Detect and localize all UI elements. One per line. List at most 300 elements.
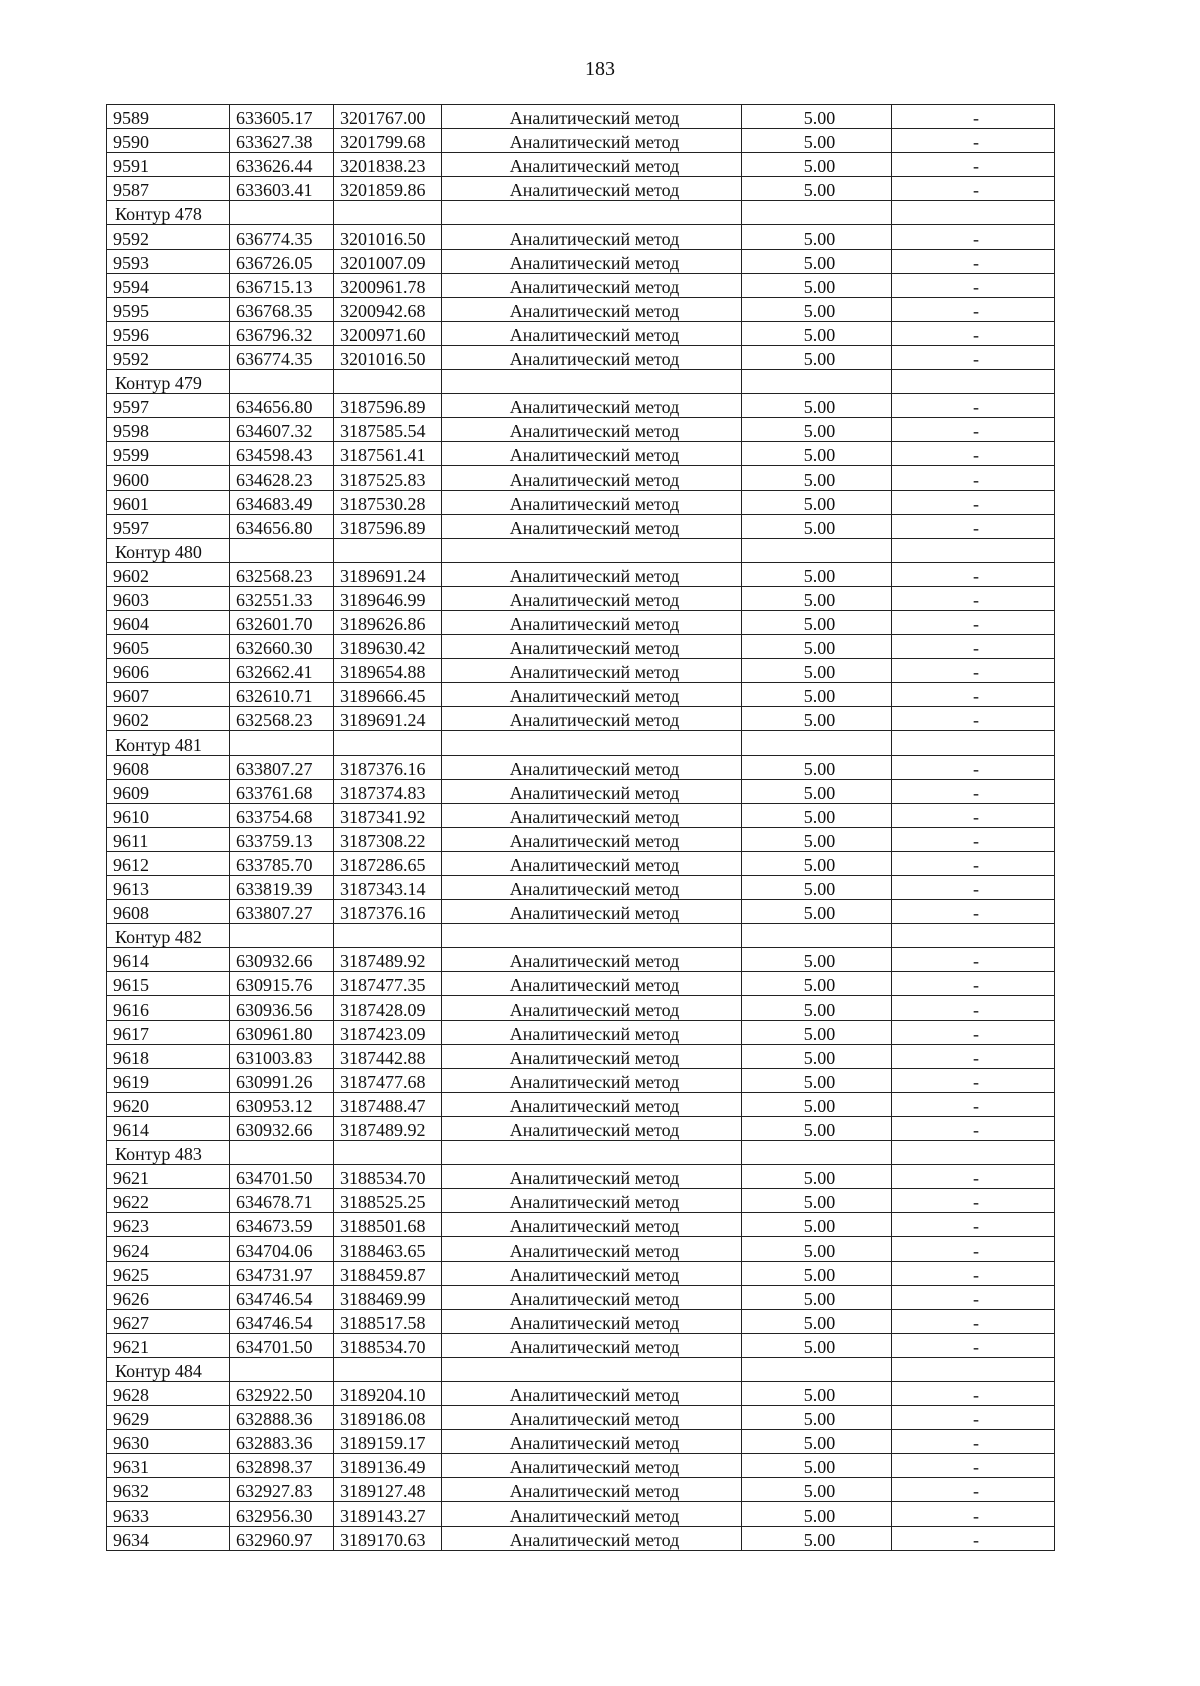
accuracy: 5.00: [742, 1478, 892, 1502]
table-row: [107, 610, 1055, 634]
point-number: 9595: [107, 297, 230, 321]
accuracy: 5.00: [742, 1285, 892, 1309]
point-number: 9617: [107, 1020, 230, 1044]
accuracy: 5.00: [742, 466, 892, 490]
accuracy: 5.00: [742, 249, 892, 273]
table-row: [107, 1430, 1055, 1454]
accuracy: 5.00: [742, 779, 892, 803]
table-row: [107, 1116, 1055, 1140]
contour-label: Контур 481: [107, 731, 230, 755]
coord-x: 634656.80: [230, 394, 334, 418]
method: Аналитический метод: [442, 1381, 742, 1405]
point-number: 9630: [107, 1430, 230, 1454]
empty-cell: [334, 924, 442, 948]
description: -: [892, 755, 1055, 779]
method: Аналитический метод: [442, 1478, 742, 1502]
description: -: [892, 562, 1055, 586]
accuracy: 5.00: [742, 345, 892, 369]
coord-x: 634701.50: [230, 1333, 334, 1357]
description: -: [892, 249, 1055, 273]
accuracy: 5.00: [742, 948, 892, 972]
empty-cell: [742, 538, 892, 562]
coord-x: 634704.06: [230, 1237, 334, 1261]
method: Аналитический метод: [442, 1237, 742, 1261]
point-number: 9597: [107, 394, 230, 418]
table-row: [107, 1020, 1055, 1044]
method: Аналитический метод: [442, 129, 742, 153]
coord-y: 3201767.00: [334, 105, 442, 129]
coord-y: 3201838.23: [334, 153, 442, 177]
coord-y: 3200971.60: [334, 321, 442, 345]
table-row: [107, 659, 1055, 683]
method: Аналитический метод: [442, 1213, 742, 1237]
empty-cell: [742, 924, 892, 948]
method: Аналитический метод: [442, 610, 742, 634]
coord-y: 3188534.70: [334, 1333, 442, 1357]
point-number: 9614: [107, 948, 230, 972]
table-row: [107, 1165, 1055, 1189]
description: -: [892, 1309, 1055, 1333]
empty-cell: [742, 370, 892, 394]
coord-y: 3187308.22: [334, 827, 442, 851]
coord-x: 632922.50: [230, 1381, 334, 1405]
table-row: [107, 1068, 1055, 1092]
contour-label: Контур 479: [107, 370, 230, 394]
point-number: 9616: [107, 996, 230, 1020]
table-row: [107, 876, 1055, 900]
accuracy: 5.00: [742, 1261, 892, 1285]
accuracy: 5.00: [742, 273, 892, 297]
coord-x: 633627.38: [230, 129, 334, 153]
accuracy: 5.00: [742, 418, 892, 442]
empty-cell: [442, 731, 742, 755]
description: -: [892, 1237, 1055, 1261]
accuracy: 5.00: [742, 514, 892, 538]
description: -: [892, 321, 1055, 345]
coord-y: 3200942.68: [334, 297, 442, 321]
coord-y: 3187423.09: [334, 1020, 442, 1044]
point-number: 9590: [107, 129, 230, 153]
method: Аналитический метод: [442, 1092, 742, 1116]
empty-cell: [334, 1357, 442, 1381]
table-row: [107, 1213, 1055, 1237]
table-row: [107, 635, 1055, 659]
empty-cell: [334, 731, 442, 755]
accuracy: 5.00: [742, 1309, 892, 1333]
coord-y: 3187477.35: [334, 972, 442, 996]
point-number: 9600: [107, 466, 230, 490]
table-row: [107, 442, 1055, 466]
description: -: [892, 1044, 1055, 1068]
point-number: 9628: [107, 1381, 230, 1405]
coord-y: 3189186.08: [334, 1406, 442, 1430]
coord-x: 634701.50: [230, 1165, 334, 1189]
accuracy: 5.00: [742, 1068, 892, 1092]
coord-y: 3201859.86: [334, 177, 442, 201]
coord-x: 634673.59: [230, 1213, 334, 1237]
description: -: [892, 442, 1055, 466]
coord-x: 632601.70: [230, 610, 334, 634]
empty-cell: [230, 1141, 334, 1165]
coord-y: 3188501.68: [334, 1213, 442, 1237]
accuracy: 5.00: [742, 683, 892, 707]
point-number: 9614: [107, 1116, 230, 1140]
description: -: [892, 1430, 1055, 1454]
contour-header-row: [107, 201, 1055, 225]
method: Аналитический метод: [442, 1044, 742, 1068]
description: -: [892, 779, 1055, 803]
coord-x: 632551.33: [230, 586, 334, 610]
coord-x: 636715.13: [230, 273, 334, 297]
method: Аналитический метод: [442, 1068, 742, 1092]
coord-y: 3189170.63: [334, 1526, 442, 1550]
accuracy: 5.00: [742, 490, 892, 514]
coord-y: 3200961.78: [334, 273, 442, 297]
empty-cell: [892, 370, 1055, 394]
coord-y: 3188459.87: [334, 1261, 442, 1285]
contour-label: Контур 478: [107, 201, 230, 225]
empty-cell: [892, 201, 1055, 225]
empty-cell: [230, 1357, 334, 1381]
point-number: 9603: [107, 586, 230, 610]
coord-x: 636726.05: [230, 249, 334, 273]
empty-cell: [334, 1141, 442, 1165]
coord-y: 3189654.88: [334, 659, 442, 683]
point-number: 9602: [107, 707, 230, 731]
coordinates-table: [106, 104, 1055, 1551]
point-number: 9597: [107, 514, 230, 538]
method: Аналитический метод: [442, 1285, 742, 1309]
table-row: [107, 273, 1055, 297]
point-number: 9598: [107, 418, 230, 442]
description: -: [892, 105, 1055, 129]
coord-y: 3187561.41: [334, 442, 442, 466]
accuracy: 5.00: [742, 707, 892, 731]
coord-y: 3188469.99: [334, 1285, 442, 1309]
method: Аналитический метод: [442, 1430, 742, 1454]
method: Аналитический метод: [442, 586, 742, 610]
coord-y: 3187477.68: [334, 1068, 442, 1092]
coord-y: 3187489.92: [334, 948, 442, 972]
point-number: 9623: [107, 1213, 230, 1237]
method: Аналитический метод: [442, 1261, 742, 1285]
table-row: [107, 948, 1055, 972]
coord-x: 632956.30: [230, 1502, 334, 1526]
description: -: [892, 225, 1055, 249]
method: Аналитический метод: [442, 972, 742, 996]
point-number: 9602: [107, 562, 230, 586]
empty-cell: [442, 538, 742, 562]
coord-y: 3189691.24: [334, 707, 442, 731]
accuracy: 5.00: [742, 876, 892, 900]
accuracy: 5.00: [742, 1189, 892, 1213]
method: Аналитический метод: [442, 1189, 742, 1213]
description: -: [892, 1020, 1055, 1044]
description: -: [892, 153, 1055, 177]
coord-y: 3189646.99: [334, 586, 442, 610]
point-number: 9631: [107, 1454, 230, 1478]
point-number: 9618: [107, 1044, 230, 1068]
accuracy: 5.00: [742, 1092, 892, 1116]
description: -: [892, 876, 1055, 900]
contour-header-row: [107, 370, 1055, 394]
table-row: [107, 514, 1055, 538]
coord-x: 633807.27: [230, 755, 334, 779]
description: -: [892, 1502, 1055, 1526]
accuracy: 5.00: [742, 1454, 892, 1478]
method: Аналитический метод: [442, 1406, 742, 1430]
description: -: [892, 1333, 1055, 1357]
coord-x: 633605.17: [230, 105, 334, 129]
description: -: [892, 490, 1055, 514]
point-number: 9606: [107, 659, 230, 683]
description: -: [892, 659, 1055, 683]
table-row: [107, 1092, 1055, 1116]
coord-y: 3187341.92: [334, 803, 442, 827]
coord-x: 632898.37: [230, 1454, 334, 1478]
accuracy: 5.00: [742, 827, 892, 851]
table-row: [107, 972, 1055, 996]
contour-header-row: [107, 924, 1055, 948]
method: Аналитический метод: [442, 803, 742, 827]
coord-y: 3187488.47: [334, 1092, 442, 1116]
table-row: [107, 394, 1055, 418]
method: Аналитический метод: [442, 1020, 742, 1044]
coord-x: 632662.41: [230, 659, 334, 683]
coordinates-table-body: [107, 105, 1055, 1551]
description: -: [892, 803, 1055, 827]
table-row: [107, 1044, 1055, 1068]
description: -: [892, 683, 1055, 707]
empty-cell: [442, 924, 742, 948]
empty-cell: [230, 731, 334, 755]
method: Аналитический метод: [442, 514, 742, 538]
accuracy: 5.00: [742, 1237, 892, 1261]
point-number: 9621: [107, 1333, 230, 1357]
contour-header-row: [107, 538, 1055, 562]
point-number: 9620: [107, 1092, 230, 1116]
contour-header-row: [107, 731, 1055, 755]
description: -: [892, 635, 1055, 659]
table-row: [107, 490, 1055, 514]
description: -: [892, 1165, 1055, 1189]
coord-y: 3189159.17: [334, 1430, 442, 1454]
coord-x: 632883.36: [230, 1430, 334, 1454]
method: Аналитический метод: [442, 442, 742, 466]
table-row: [107, 249, 1055, 273]
method: Аналитический метод: [442, 345, 742, 369]
empty-cell: [230, 370, 334, 394]
coord-y: 3201799.68: [334, 129, 442, 153]
method: Аналитический метод: [442, 851, 742, 875]
table-row: [107, 996, 1055, 1020]
table-row: [107, 1285, 1055, 1309]
accuracy: 5.00: [742, 635, 892, 659]
empty-cell: [892, 924, 1055, 948]
coord-x: 632568.23: [230, 707, 334, 731]
description: -: [892, 586, 1055, 610]
method: Аналитический метод: [442, 418, 742, 442]
coord-y: 3189143.27: [334, 1502, 442, 1526]
description: -: [892, 900, 1055, 924]
method: Аналитический метод: [442, 105, 742, 129]
coord-x: 632927.83: [230, 1478, 334, 1502]
contour-label: Контур 480: [107, 538, 230, 562]
coord-x: 631003.83: [230, 1044, 334, 1068]
method: Аналитический метод: [442, 321, 742, 345]
coord-y: 3189691.24: [334, 562, 442, 586]
empty-cell: [442, 1357, 742, 1381]
method: Аналитический метод: [442, 466, 742, 490]
coord-y: 3188525.25: [334, 1189, 442, 1213]
empty-cell: [334, 201, 442, 225]
accuracy: 5.00: [742, 803, 892, 827]
description: -: [892, 948, 1055, 972]
description: -: [892, 394, 1055, 418]
description: -: [892, 1116, 1055, 1140]
coord-x: 636768.35: [230, 297, 334, 321]
method: Аналитический метод: [442, 683, 742, 707]
coord-x: 630932.66: [230, 1116, 334, 1140]
empty-cell: [442, 201, 742, 225]
accuracy: 5.00: [742, 1044, 892, 1068]
point-number: 9592: [107, 225, 230, 249]
empty-cell: [892, 1357, 1055, 1381]
description: -: [892, 1213, 1055, 1237]
method: Аналитический метод: [442, 490, 742, 514]
accuracy: 5.00: [742, 394, 892, 418]
coord-x: 633603.41: [230, 177, 334, 201]
empty-cell: [442, 370, 742, 394]
method: Аналитический метод: [442, 297, 742, 321]
table-row: [107, 1309, 1055, 1333]
description: -: [892, 1381, 1055, 1405]
description: -: [892, 1526, 1055, 1550]
contour-label: Контур 482: [107, 924, 230, 948]
table-row: [107, 1189, 1055, 1213]
description: -: [892, 972, 1055, 996]
coord-x: 630961.80: [230, 1020, 334, 1044]
coord-y: 3187530.28: [334, 490, 442, 514]
accuracy: 5.00: [742, 1381, 892, 1405]
accuracy: 5.00: [742, 129, 892, 153]
coord-y: 3187343.14: [334, 876, 442, 900]
description: -: [892, 177, 1055, 201]
coord-y: 3187585.54: [334, 418, 442, 442]
point-number: 9587: [107, 177, 230, 201]
table-row: [107, 803, 1055, 827]
empty-cell: [742, 731, 892, 755]
description: -: [892, 1478, 1055, 1502]
table-row: [107, 851, 1055, 875]
contour-label: Контур 484: [107, 1357, 230, 1381]
point-number: 9594: [107, 273, 230, 297]
description: -: [892, 1068, 1055, 1092]
table-row: [107, 1406, 1055, 1430]
method: Аналитический метод: [442, 225, 742, 249]
method: Аналитический метод: [442, 1165, 742, 1189]
table-row: [107, 827, 1055, 851]
description: -: [892, 1454, 1055, 1478]
empty-cell: [742, 1141, 892, 1165]
method: Аналитический метод: [442, 635, 742, 659]
coord-x: 630915.76: [230, 972, 334, 996]
coord-x: 633759.13: [230, 827, 334, 851]
accuracy: 5.00: [742, 610, 892, 634]
coord-y: 3187374.83: [334, 779, 442, 803]
coord-y: 3187442.88: [334, 1044, 442, 1068]
point-number: 9612: [107, 851, 230, 875]
empty-cell: [334, 370, 442, 394]
coord-x: 634656.80: [230, 514, 334, 538]
coord-x: 630953.12: [230, 1092, 334, 1116]
coord-x: 630936.56: [230, 996, 334, 1020]
table-row: [107, 1261, 1055, 1285]
method: Аналитический метод: [442, 249, 742, 273]
point-number: 9605: [107, 635, 230, 659]
page-number: 183: [585, 58, 615, 80]
description: -: [892, 851, 1055, 875]
point-number: 9610: [107, 803, 230, 827]
method: Аналитический метод: [442, 1526, 742, 1550]
method: Аналитический метод: [442, 273, 742, 297]
accuracy: 5.00: [742, 1116, 892, 1140]
point-number: 9591: [107, 153, 230, 177]
point-number: 9613: [107, 876, 230, 900]
coord-x: 634746.54: [230, 1285, 334, 1309]
accuracy: 5.00: [742, 442, 892, 466]
description: -: [892, 514, 1055, 538]
empty-cell: [892, 538, 1055, 562]
table-row: [107, 1478, 1055, 1502]
table-row: [107, 779, 1055, 803]
coord-x: 632888.36: [230, 1406, 334, 1430]
table-row: [107, 562, 1055, 586]
coord-x: 633754.68: [230, 803, 334, 827]
accuracy: 5.00: [742, 1526, 892, 1550]
method: Аналитический метод: [442, 948, 742, 972]
table-row: [107, 1237, 1055, 1261]
point-number: 9596: [107, 321, 230, 345]
accuracy: 5.00: [742, 1213, 892, 1237]
empty-cell: [742, 201, 892, 225]
method: Аналитический метод: [442, 827, 742, 851]
table-row: [107, 755, 1055, 779]
coord-x: 632568.23: [230, 562, 334, 586]
description: -: [892, 707, 1055, 731]
coord-x: 634731.97: [230, 1261, 334, 1285]
point-number: 9634: [107, 1526, 230, 1550]
description: -: [892, 466, 1055, 490]
point-number: 9633: [107, 1502, 230, 1526]
point-number: 9622: [107, 1189, 230, 1213]
method: Аналитический метод: [442, 1333, 742, 1357]
description: -: [892, 1189, 1055, 1213]
coord-y: 3201016.50: [334, 225, 442, 249]
method: Аналитический метод: [442, 153, 742, 177]
empty-cell: [230, 538, 334, 562]
coord-y: 3187376.16: [334, 900, 442, 924]
coord-x: 630991.26: [230, 1068, 334, 1092]
point-number: 9627: [107, 1309, 230, 1333]
coord-y: 3189127.48: [334, 1478, 442, 1502]
coord-x: 634746.54: [230, 1309, 334, 1333]
point-number: 9609: [107, 779, 230, 803]
table-row: [107, 466, 1055, 490]
coord-x: 636774.35: [230, 345, 334, 369]
coord-x: 630932.66: [230, 948, 334, 972]
table-row: [107, 1526, 1055, 1550]
